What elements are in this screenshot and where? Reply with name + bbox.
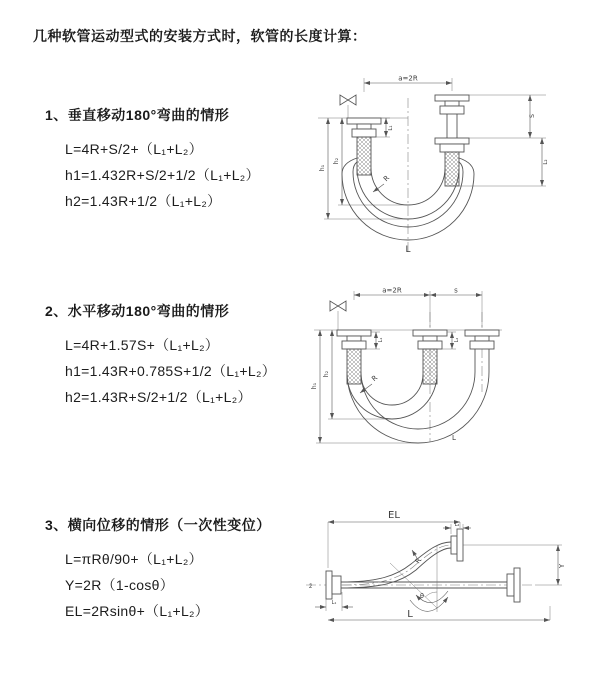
formula-h2: h2=1.43R+1/2（L₁+L₂） — [65, 193, 222, 209]
braided-hose-left — [357, 137, 371, 175]
length-label: L — [452, 434, 456, 442]
dim-label-l2: L₂ — [454, 522, 460, 528]
flange-fitting-right-lower — [435, 138, 469, 152]
dimension-s — [469, 95, 546, 138]
formula-h1: h1=1.432R+S/2+1/2（L₁+L₂） — [65, 167, 260, 183]
dimension-a-2r — [364, 75, 452, 93]
diagram-horizontal-180-bend — [306, 282, 562, 450]
dimension-stroke-s — [430, 287, 482, 329]
angle-label: θ — [420, 592, 424, 600]
dimension-a-2r — [354, 287, 430, 329]
dim-label-h2: h₂ — [323, 370, 330, 378]
u-bend-hose-arcs — [347, 372, 489, 443]
flange-fitting-right — [465, 330, 499, 349]
valve-icon — [330, 301, 346, 330]
dim-label-y: Y — [558, 563, 566, 569]
formula-el: EL=2Rsinθ+（L₁+L₂） — [65, 603, 210, 619]
radius-label: R — [370, 373, 380, 384]
flange-fitting-left — [326, 571, 341, 599]
valve-icon — [340, 95, 356, 118]
radius-label: R — [382, 174, 392, 184]
dimension-l1 — [315, 592, 353, 611]
diagram-lateral-displacement — [298, 500, 590, 640]
dim-label-h1: h₁ — [319, 164, 326, 172]
dim-label-l1: L₁ — [331, 600, 337, 606]
radius-callout — [412, 550, 423, 565]
dim-label-h1: h₁ — [311, 382, 318, 390]
dim-label-l2: L₂ — [543, 159, 549, 165]
dim-label-a2r: a=2R — [382, 286, 402, 295]
flange-fitting-right — [507, 568, 520, 602]
formula-h2: h2=1.43R+S/2+1/2（L₁+L₂） — [65, 389, 252, 405]
section-lateral-displacement — [45, 516, 325, 624]
formula-length: L=4R+1.57S+（L₁+L₂） — [65, 337, 220, 353]
section-vertical-movement — [45, 106, 325, 214]
dim-label-l1: L₁ — [388, 125, 394, 131]
dimension-el — [328, 510, 460, 568]
radius-callout — [373, 174, 391, 192]
formula-length: L=πRθ/90+（L₁+L₂） — [65, 551, 203, 567]
braided-hose-right — [445, 152, 459, 186]
dim-label-s: S — [529, 114, 536, 118]
section-horizontal-movement — [45, 302, 325, 410]
break-mark: z̄ — [309, 583, 313, 590]
section-1-heading: 1、垂直移动180°弯曲的情形 — [45, 107, 230, 123]
dim-label-el: EL — [388, 510, 400, 521]
diagram-vertical-180-bend — [312, 68, 549, 260]
dim-label-l1: L₁ — [378, 337, 384, 343]
flange-fitting-right-upper — [435, 95, 469, 114]
flange-fitting-upper — [451, 529, 463, 561]
angle-theta-construction — [390, 545, 448, 612]
page-title: 几种软管运动型式的安装方式时，软管的长度计算： — [33, 28, 367, 44]
length-label: L — [405, 245, 411, 255]
dim-label-l2: L₂ — [454, 337, 460, 343]
dim-label-l: L — [407, 609, 413, 620]
section-1-formulas — [65, 136, 325, 214]
hose-displaced-position — [341, 542, 451, 588]
flange-fitting-middle — [413, 330, 447, 349]
section-3-heading: 3、横向位移的情形（一次性变位） — [45, 517, 271, 533]
section-2-formulas — [65, 332, 325, 410]
formula-y: Y=2R（1-cosθ） — [65, 577, 175, 593]
section-2-heading: 2、水平移动180°弯曲的情形 — [45, 303, 230, 319]
dim-label-a2r: a=2R — [398, 74, 418, 83]
flange-fitting-left — [347, 118, 381, 137]
formula-h1: h1=1.43R+0.785S+1/2（L₁+L₂） — [65, 363, 276, 379]
radius-label: R — [413, 556, 424, 566]
section-3-formulas — [65, 546, 325, 624]
braided-hose-left — [347, 349, 361, 384]
dim-label-stroke: s — [454, 286, 458, 295]
radius-callout — [360, 374, 379, 393]
dimension-l2 — [459, 138, 549, 186]
flange-fitting-left — [337, 330, 371, 349]
dimension-l — [328, 606, 550, 620]
braided-hose-middle — [423, 349, 437, 384]
formula-length: L=4R+S/2+（L₁+L₂） — [65, 141, 203, 157]
dim-label-h2: h₂ — [333, 157, 340, 165]
